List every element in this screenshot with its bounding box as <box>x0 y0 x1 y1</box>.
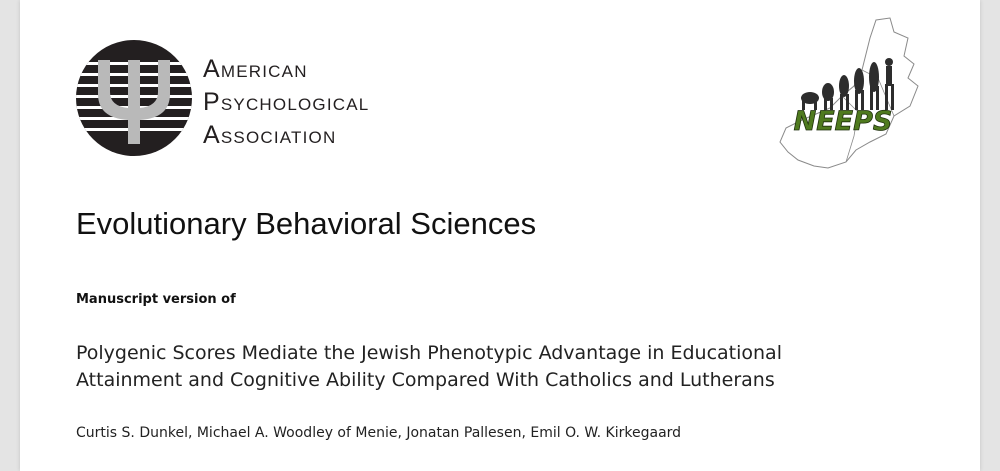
document-page <box>20 0 980 471</box>
apa-wordmark <box>203 54 369 153</box>
journal-title: Evolutionary Behavioral Sciences <box>76 206 537 241</box>
paper-title-line-2: Attainment and Cognitive Ability Compared With Catholics and Lutherans <box>76 369 775 391</box>
manuscript-label: Manuscript version of <box>76 292 236 307</box>
apa-line-2: PSYCHOLOGICAL <box>203 88 370 116</box>
neeps-label: NEEPS <box>793 106 893 137</box>
paper-title-line-1: Polygenic Scores Mediate the Jewish Phenotypic Advantage in Educational <box>76 342 782 364</box>
apa-line-1: AMERICAN <box>203 55 308 83</box>
author-list: Curtis S. Dunkel, Michael A. Woodley of Menie, Jonatan Pallesen, Emil O. W. Kirkegaard <box>76 425 682 441</box>
apa-psi-logo-icon <box>76 40 192 156</box>
apa-line-3: ASSOCIATION <box>203 121 337 149</box>
neeps-evolution-logo-icon <box>758 16 928 178</box>
paper-title <box>76 340 896 394</box>
